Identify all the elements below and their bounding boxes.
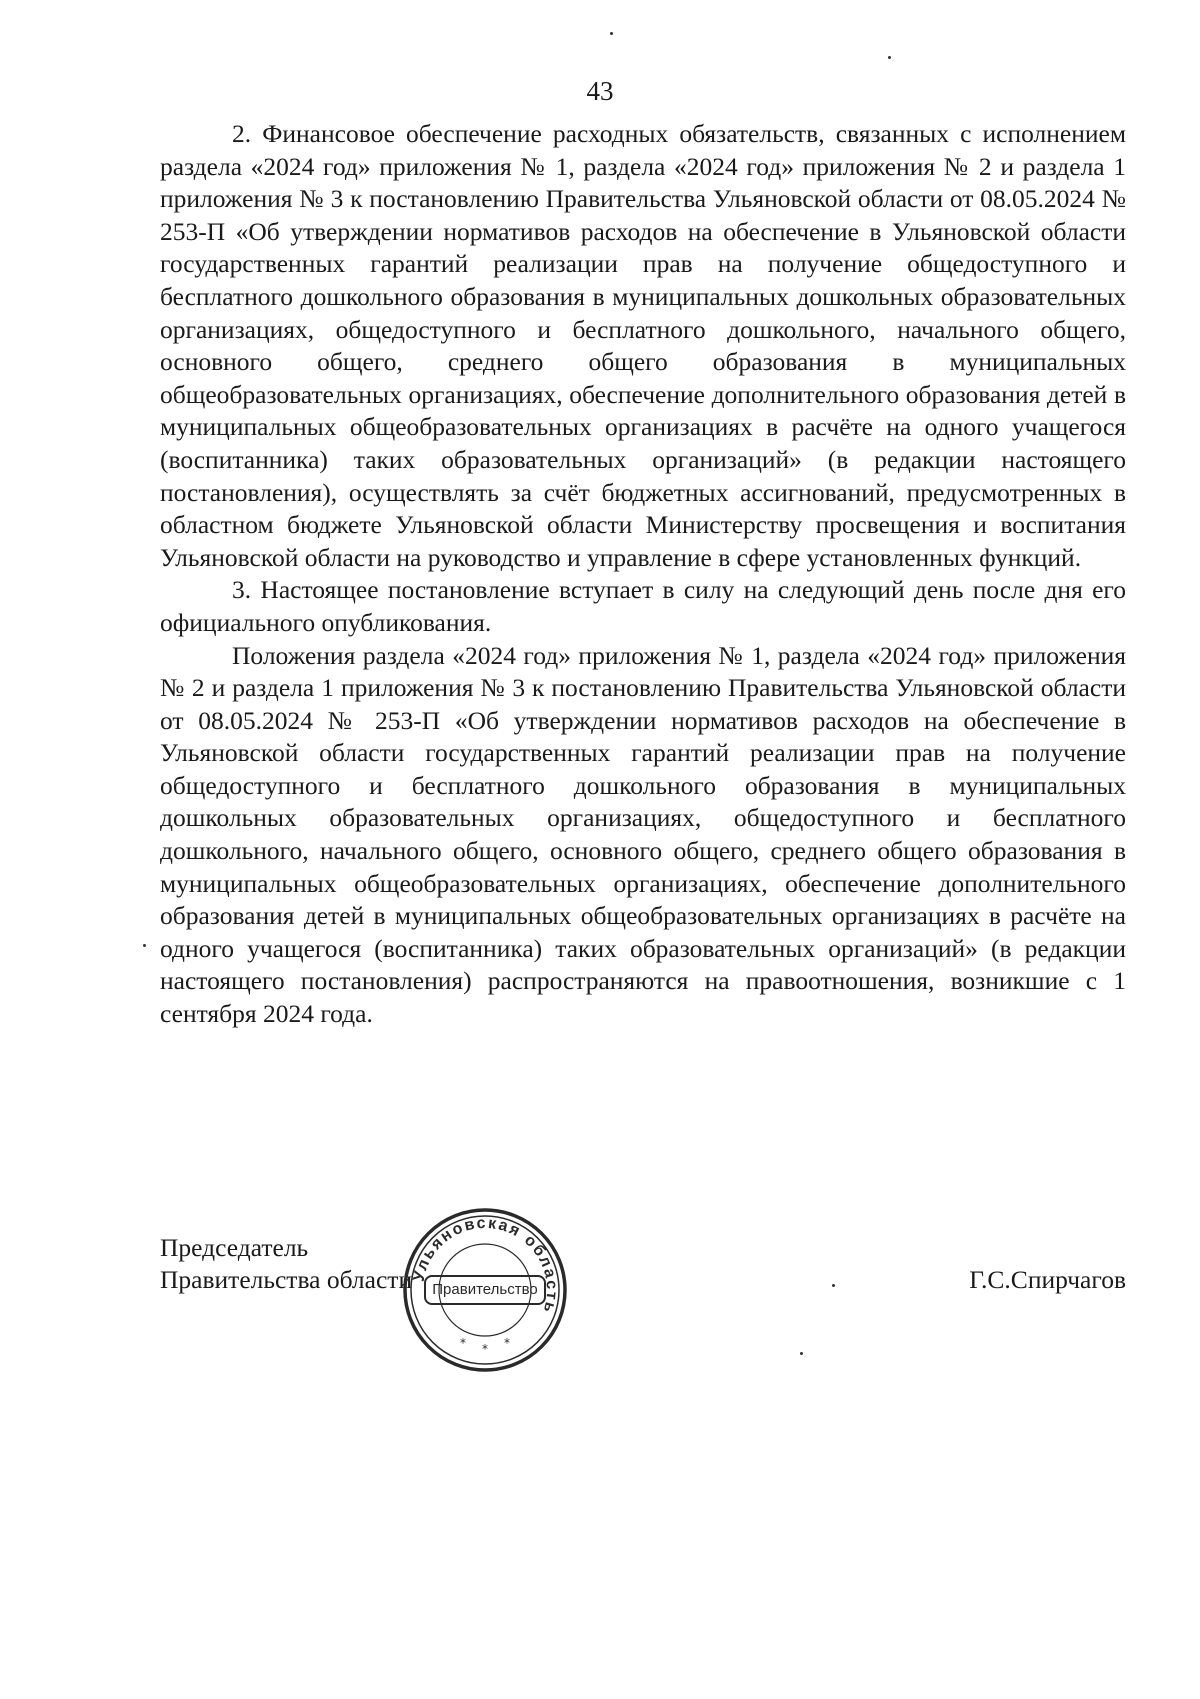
scan-speck: [143, 944, 146, 947]
paragraph-financing: 2. Финансовое обеспечение расходных обязательств, связанных с исполнением раздела «2024 год» приложения № 1, раздела «2024 год» приложения № 2 и раздела 1 приложения № 3 к постановлению Правительства Ульяновской области от 08.05.2024 № 253-П «Об утверждении нормативов расходов на обеспечение в Ульяновской области государственных гарантий реализации прав на получение общедоступного и бесплатного дошкольного образования в муниципальных дошкольных образовательных организациях, общедоступного и бесплатного дошкольного, начального общего, основного общего, среднего общего образования в муниципальных общеобразовательных организациях, обеспечение дополнительного образования детей в муниципальных общеобразовательных организациях в расчёте на одного учащегося (воспитанника) таких образовательных организаций» (в редакции настоящего постановления), осуществлять за счёт бюджетных ассигнований, предусмотренных в областном бюджете Ульяновской области Министерству просвещения и воспитания Ульяновской области на руководство и управление в сфере установленных функций.: [160, 119, 1126, 572]
document-body: [160, 118, 1126, 1031]
signer-name: Г.С.Спирчагов: [969, 1265, 1126, 1294]
scan-speck: [832, 1284, 835, 1287]
paragraph-provisions-apply: Положения раздела «2024 год» приложения № 1, раздела «2024 год» приложения № 2 и раздела 1 приложения № 3 к постановлению Правительства Ульяновской области от 08.05.2024 № 253-П «Об утверждении нормативов расходов на обеспечение в Ульяновской области государственных гарантий реализации прав на получение общедоступного и бесплатного дошкольного образования в муниципальных дошкольных образовательных организациях, общедоступного и бесплатного дошкольного, начального общего, основного общего, среднего общего образования в муниципальных общеобразовательных организациях, обеспечение дополнительного образования детей в муниципальных общеобразовательных организациях в расчёте на одного учащегося (воспитанника) таких образовательных организаций» (в редакции настоящего постановления) распространяются на правоотношения, возникшие с 1 сентября 2024 года.: [160, 640, 1126, 1029]
signatory-title-line-2: Правительства области: [160, 1265, 413, 1294]
svg-text:*: *: [504, 1336, 510, 1350]
seal-center-label: Правительство: [424, 1275, 546, 1305]
scan-speck: [610, 32, 613, 35]
paragraph-entry-into-force: 3. Настоящее постановление вступает в силу на следующий день после дня его официального опубликования.: [160, 575, 1126, 637]
signatory-title: [160, 1232, 412, 1296]
signatory-title-line-1: Председатель: [160, 1233, 309, 1262]
svg-text:*: *: [482, 1342, 488, 1356]
seal-ring-text: Ульяновская область: [410, 1214, 561, 1317]
official-seal: [400, 1205, 570, 1375]
page-number: 43: [586, 76, 614, 106]
scan-speck: [888, 56, 891, 59]
scan-speck: [800, 1352, 803, 1355]
svg-text:*: *: [460, 1336, 466, 1350]
